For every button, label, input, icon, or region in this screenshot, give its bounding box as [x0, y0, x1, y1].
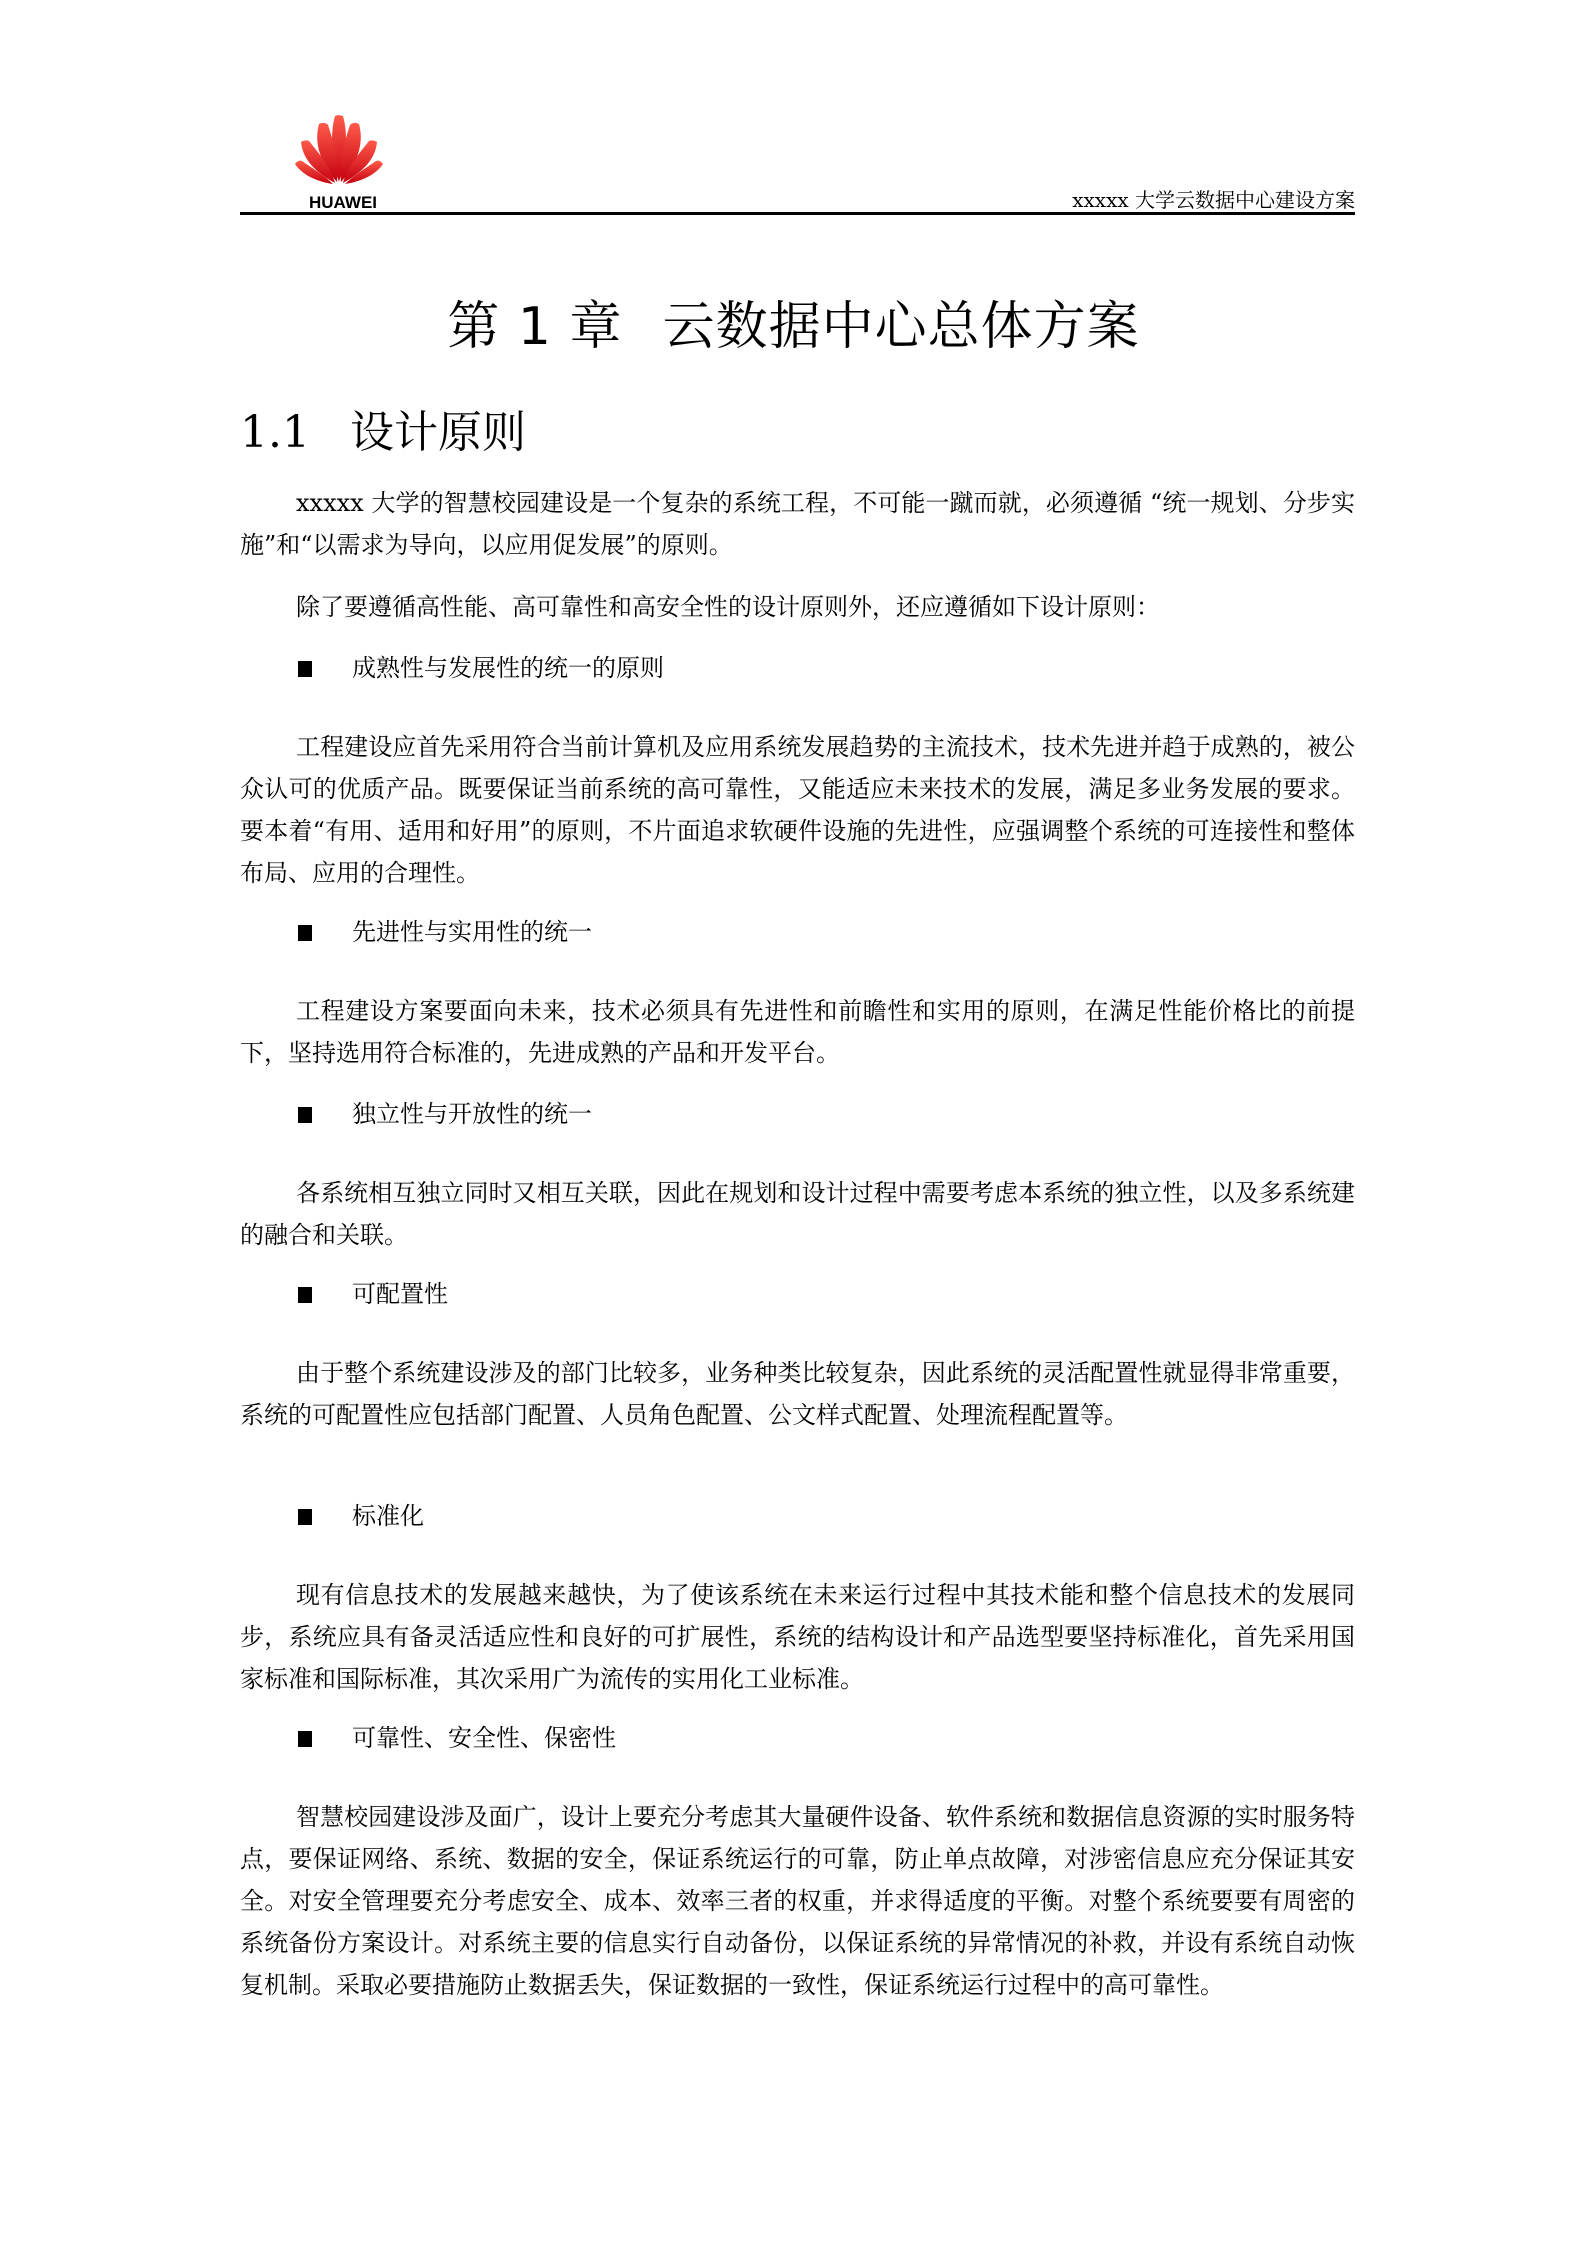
square-bullet-icon [298, 661, 312, 677]
principle-heading: 可靠性、安全性、保密性 [298, 1720, 616, 1756]
intro-paragraph: 除了要遵循高性能、高可靠性和高安全性的设计原则外，还应遵循如下设计原则： [296, 593, 1160, 621]
square-bullet-icon [298, 1107, 312, 1123]
square-bullet-icon [298, 1287, 312, 1303]
section-heading [240, 396, 526, 460]
principle-paragraph: 智慧校园建设涉及面广，设计上要充分考虑其大量硬件设备、软件系统和数据信息资源的实时服务特点，要保证网络、系统、数据的安全，保证系统运行的可靠，防止单点故障，对涉密信息应充分保证其安全。对安全管理要充分考虑安全、成本、效率三者的权重，并求得适度的平衡。对整个系统要要有周密的系统备份方案设计。对系统主要的信息实行自动备份，以保证系统的异常情况的补救，并设有系统自动恢复机制。采取必要措施防止数据丢失，保证数据的一致性，保证系统运行过程中的高可靠性。 [240, 1803, 1355, 1999]
square-bullet-icon [298, 925, 312, 941]
intro-paragraph: xxxxx 大学的智慧校园建设是一个复杂的系统工程，不可能一蹴而就，必须遵循 “统一规划、分步实施”和“以需求为导向，以应用促发展”的原则。 [240, 489, 1355, 559]
doc-title: xxxxx 大学云数据中心建设方案 [1072, 188, 1355, 212]
header-divider [240, 212, 1355, 215]
section-title: 设计原则 [349, 407, 526, 458]
principle-paragraph: 工程建设方案要面向未来，技术必须具有先进性和前瞻性和实用的原则，在满足性能价格比的前提下，坚持选用符合标准的，先进成熟的产品和开发平台。 [240, 997, 1355, 1067]
principle-paragraph: 由于整个系统建设涉及的部门比较多，业务种类比较复杂，因此系统的灵活配置性就显得非常重要，系统的可配置性应包括部门配置、人员角色配置、公文样式配置、处理流程配置等。 [240, 1359, 1355, 1429]
principle-heading: 可配置性 [298, 1276, 448, 1312]
section-number: 1.1 [240, 407, 310, 458]
chapter-number: 第 1 章 [447, 297, 623, 357]
principle-heading: 标准化 [298, 1498, 424, 1534]
principle-heading: 独立性与开放性的统一 [298, 1096, 592, 1132]
principle-heading: 成熟性与发展性的统一的原则 [298, 650, 664, 686]
chapter-heading [0, 284, 1587, 359]
principle-paragraph: 工程建设应首先采用符合当前计算机及应用系统发展趋势的主流技术，技术先进并趋于成熟的，被公众认可的优质产品。既要保证当前系统的高可靠性，又能适应未来技术的发展，满足多业务发展的要求。要本着“有用、适用和好用”的原则，不片面追求软硬件设施的先进性，应强调整个系统的可连接性和整体布局、应用的合理性。 [240, 733, 1355, 887]
huawei-logo [287, 110, 387, 210]
huawei-petal-icon [293, 110, 385, 190]
principle-heading: 先进性与实用性的统一 [298, 914, 592, 950]
page-header [240, 100, 1355, 216]
logo-text: HUAWEI [309, 193, 377, 212]
principle-paragraph: 现有信息技术的发展越来越快，为了使该系统在未来运行过程中其技术能和整个信息技术的发展同步，系统应具有备灵活适应性和良好的可扩展性，系统的结构设计和产品选型要坚持标准化，首先采用国家标准和国际标准，其次采用广为流传的实用化工业标准。 [240, 1581, 1355, 1693]
square-bullet-icon [298, 1731, 312, 1747]
principle-paragraph: 各系统相互独立同时又相互关联，因此在规划和设计过程中需要考虑本系统的独立性，以及多系统建的融合和关联。 [240, 1179, 1355, 1249]
square-bullet-icon [298, 1509, 312, 1525]
chapter-title: 云数据中心总体方案 [662, 297, 1140, 357]
